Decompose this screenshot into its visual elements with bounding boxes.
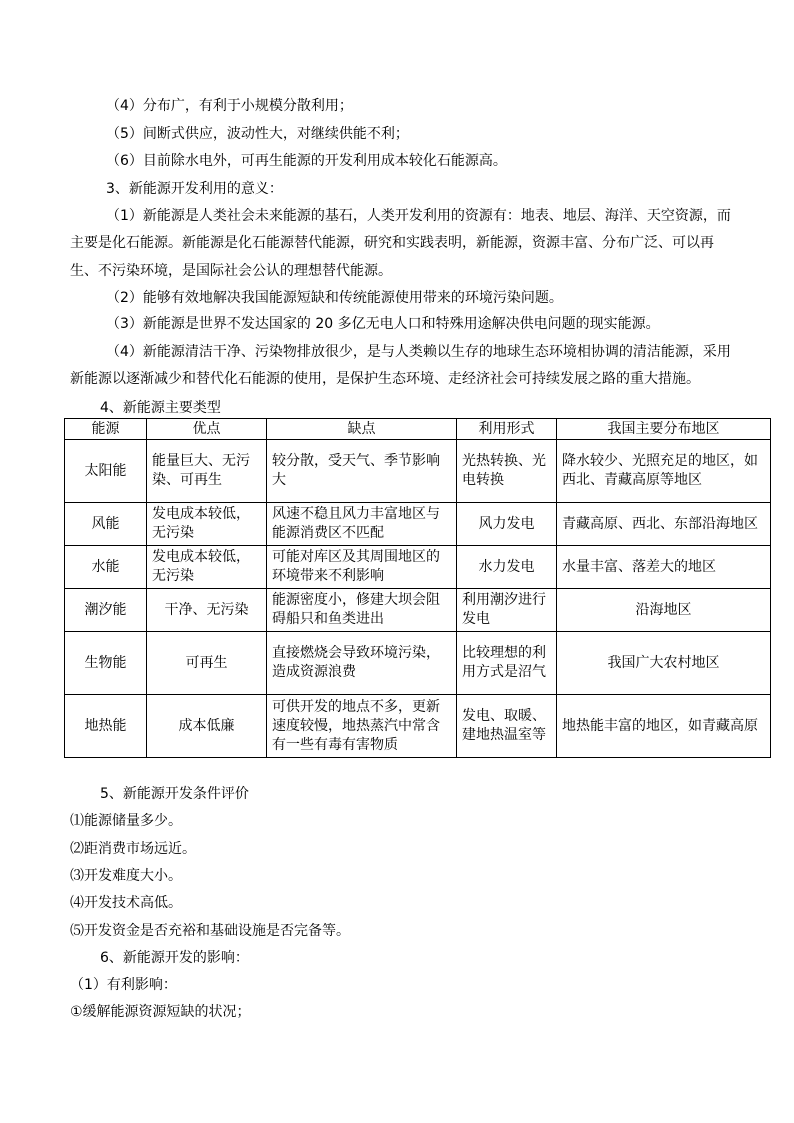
table-cell: 比较理想的利用方式是沼气 [457, 632, 557, 695]
table-cell: 可供开发的地点不多，更新速度较慢，地热蒸汽中常含有一些有毒有害物质 [267, 695, 457, 758]
text-line: （1）新能源是人类社会未来能源的基石，人类开发利用的资源有：地表、地层、海洋、天空资源，而 [106, 208, 731, 224]
section-heading: 4、新能源主要类型 [100, 400, 221, 416]
table-row [65, 503, 771, 546]
table-cell: 风速不稳且风力丰富地区与能源消费区不匹配 [267, 503, 457, 546]
text-line: 主要是化石能源。新能源是化石能源替代能源，研究和实践表明，新能源，资源丰富、分布广泛、可以再 [70, 235, 714, 251]
table-cell: 太阳能 [65, 440, 147, 503]
text-line: ⑶开发难度大小。 [70, 868, 182, 884]
table-row [65, 632, 771, 695]
text-line: 新能源以逐渐减少和替代化石能源的使用，是保护生态环境、走经济社会可持续发展之路的重大措施。 [70, 371, 700, 387]
table-header: 优点 [147, 419, 267, 440]
table-header: 我国主要分布地区 [557, 419, 771, 440]
table-cell: 水能 [65, 546, 147, 589]
table-cell: 水量丰富、落差大的地区 [557, 546, 771, 589]
text-line: （2）能够有效地解决我国能源短缺和传统能源使用带来的环境污染问题。 [106, 290, 563, 306]
table-header: 利用形式 [457, 419, 557, 440]
table-cell: 发电、取暖、建地热温室等 [457, 695, 557, 758]
text-line: ⑴能源储量多少。 [70, 813, 182, 829]
table-cell: 较分散，受天气、季节影响大 [267, 440, 457, 503]
section-heading: 6、新能源开发的影响： [100, 950, 249, 966]
table-cell: 地热能 [65, 695, 147, 758]
table-cell: 成本低廉 [147, 695, 267, 758]
text-line: 生、不污染环境，是国际社会公认的理想替代能源。 [70, 263, 392, 279]
text-line: （4）新能源清洁干净、污染物排放很少，是与人类赖以生存的地球生态环境相协调的清洁能源，采用 [106, 344, 731, 360]
section-heading: 3、新能源开发利用的意义： [106, 181, 283, 197]
table-cell: 能源密度小，修建大坝会阻碍船只和鱼类进出 [267, 589, 457, 632]
table-row [65, 440, 771, 503]
energy-types-table [64, 418, 771, 758]
text-line: ⑸开发资金是否充裕和基础设施是否完备等。 [70, 923, 350, 939]
table-cell: 地热能丰富的地区，如青藏高原 [557, 695, 771, 758]
text-line: （5）间断式供应，波动性大，对继续供能不利； [106, 126, 409, 142]
table-row [65, 546, 771, 589]
table-cell: 水力发电 [457, 546, 557, 589]
table-row [65, 695, 771, 758]
table-cell: 利用潮汐进行发电 [457, 589, 557, 632]
table-cell: 沿海地区 [557, 589, 771, 632]
text-line: ⑵距消费市场远近。 [70, 841, 196, 857]
table-cell: 直接燃烧会导致环境污染，造成资源浪费 [267, 632, 457, 695]
table-header-row [65, 419, 771, 440]
table-cell: 生物能 [65, 632, 147, 695]
table-cell: 可再生 [147, 632, 267, 695]
table-row [65, 589, 771, 632]
table-cell: 发电成本较低，无污染 [147, 546, 267, 589]
text-line: （3）新能源是世界不发达国家的 20 多亿无电人口和特殊用途解决供电问题的现实能源。 [106, 316, 660, 332]
table-cell: 我国广大农村地区 [557, 632, 771, 695]
table-cell: 潮汐能 [65, 589, 147, 632]
table-cell: 风能 [65, 503, 147, 546]
table-header: 缺点 [267, 419, 457, 440]
table-cell: 降水较少、光照充足的地区，如西北、青藏高原等地区 [557, 440, 771, 503]
table-cell: 能量巨大、无污染、可再生 [147, 440, 267, 503]
table-cell: 光热转换、光电转换 [457, 440, 557, 503]
text-line: ①缓解能源资源短缺的状况； [70, 1004, 251, 1020]
table-cell: 青藏高原、西北、东部沿海地区 [557, 503, 771, 546]
text-line: （4）分布广，有利于小规模分散利用； [106, 98, 353, 114]
table-cell: 可能对库区及其周围地区的环境带来不利影响 [267, 546, 457, 589]
text-line: （6）目前除水电外，可再生能源的开发利用成本较化石能源高。 [106, 153, 507, 169]
text-line: （1）有利影响： [70, 977, 177, 993]
table-header: 能源 [65, 419, 147, 440]
section-heading: 5、新能源开发条件评价 [100, 786, 249, 802]
text-line: ⑷开发技术高低。 [70, 895, 182, 911]
table-cell: 风力发电 [457, 503, 557, 546]
table-cell: 发电成本较低，无污染 [147, 503, 267, 546]
table-cell: 干净、无污染 [147, 589, 267, 632]
